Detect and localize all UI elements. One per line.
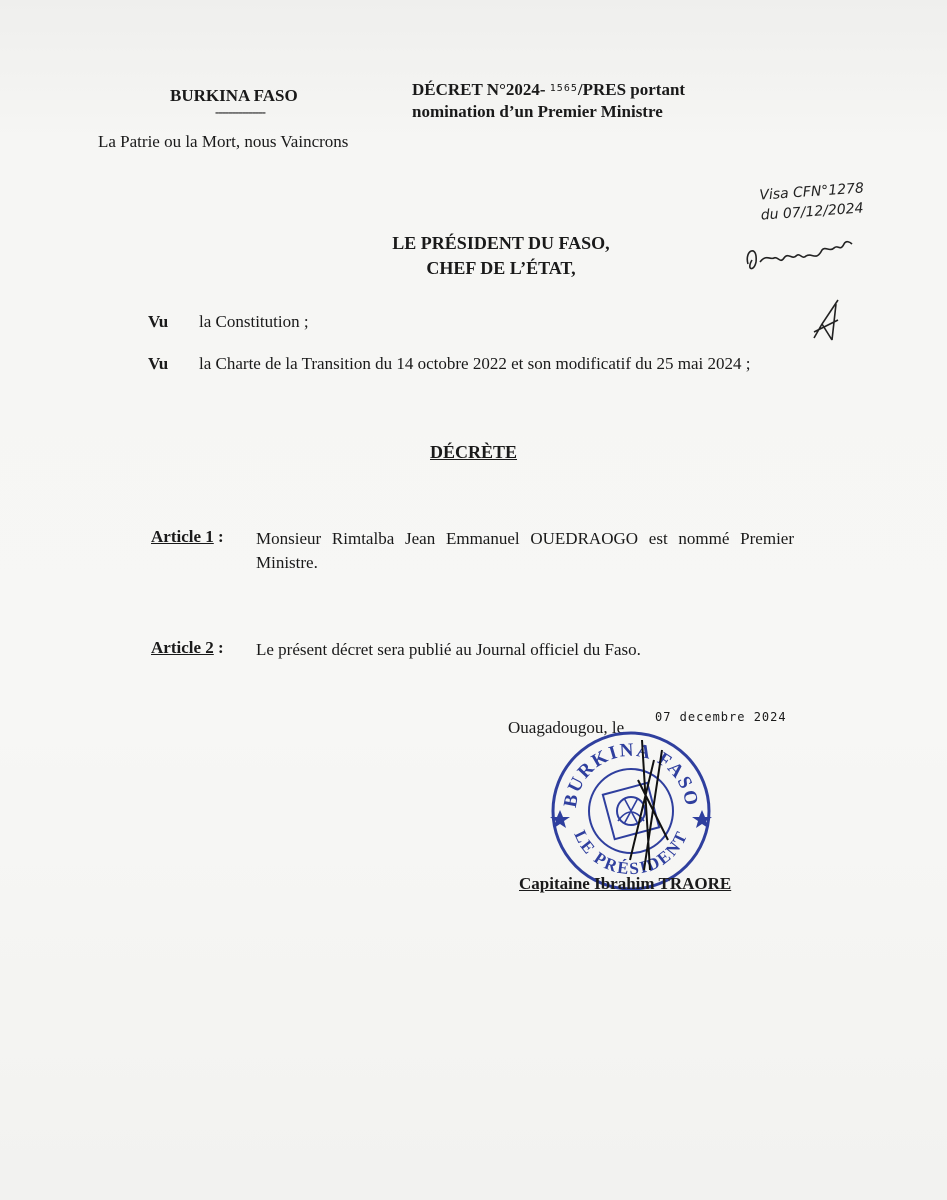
signer-name: Capitaine Ibrahim TRAORE [519, 874, 732, 893]
seal-bottom-text: LE PRÉSIDENT [570, 827, 692, 879]
decree-title-line2: nomination d’un Premier Ministre [412, 102, 663, 121]
consideration-text: la Constitution ; [199, 312, 309, 331]
handwritten-visa-note [759, 178, 866, 225]
decree-number: 1565 [549, 83, 578, 94]
signature-place: Ouagadougou, le [508, 718, 625, 737]
consideration-item [148, 354, 750, 374]
president-signature [580, 720, 720, 890]
article-1-label: Article 1 : [151, 527, 224, 546]
seal-top-text: BURKINA FASO [559, 739, 703, 810]
decree-suffix: /PRES portant [577, 80, 686, 99]
consideration-text: la Charte de la Transition du 14 octobre 2022 et son modificatif du 25 mai 2024 ; [199, 354, 751, 373]
consideration-item [148, 312, 309, 332]
decrete-heading: DÉCRÈTE [430, 442, 518, 462]
article-2-text: Le présent décret sera publié au Journal officiel du Faso. [256, 640, 641, 659]
article-1-text: Monsieur Rimtalba Jean Emmanuel OUEDRAOGO est nommé Premier Ministre. [256, 529, 794, 572]
date-stamp: 07 decembre 2024 [655, 710, 787, 724]
consideration-label: Vu [148, 312, 169, 331]
national-motto: La Patrie ou la Mort, nous Vaincrons [98, 132, 349, 151]
president-title [0, 231, 947, 281]
country-name: BURKINA FASO [170, 86, 298, 105]
decree-title-line1 [412, 78, 685, 101]
article-2-label: Article 2 : [151, 638, 224, 657]
decree-title [412, 78, 685, 123]
header-divider: --------------- [215, 104, 265, 119]
visa-line2: du 07/12/2024 [760, 200, 865, 224]
president-title-line2: CHEF DE L’ÉTAT, [426, 258, 576, 278]
decree-prefix: DÉCRET N°2024- [412, 80, 546, 99]
consideration-label: Vu [148, 354, 169, 373]
president-title-line1: LE PRÉSIDENT DU FASO, [392, 233, 610, 253]
visa-line1: Visa CFN°1278 [758, 180, 865, 204]
